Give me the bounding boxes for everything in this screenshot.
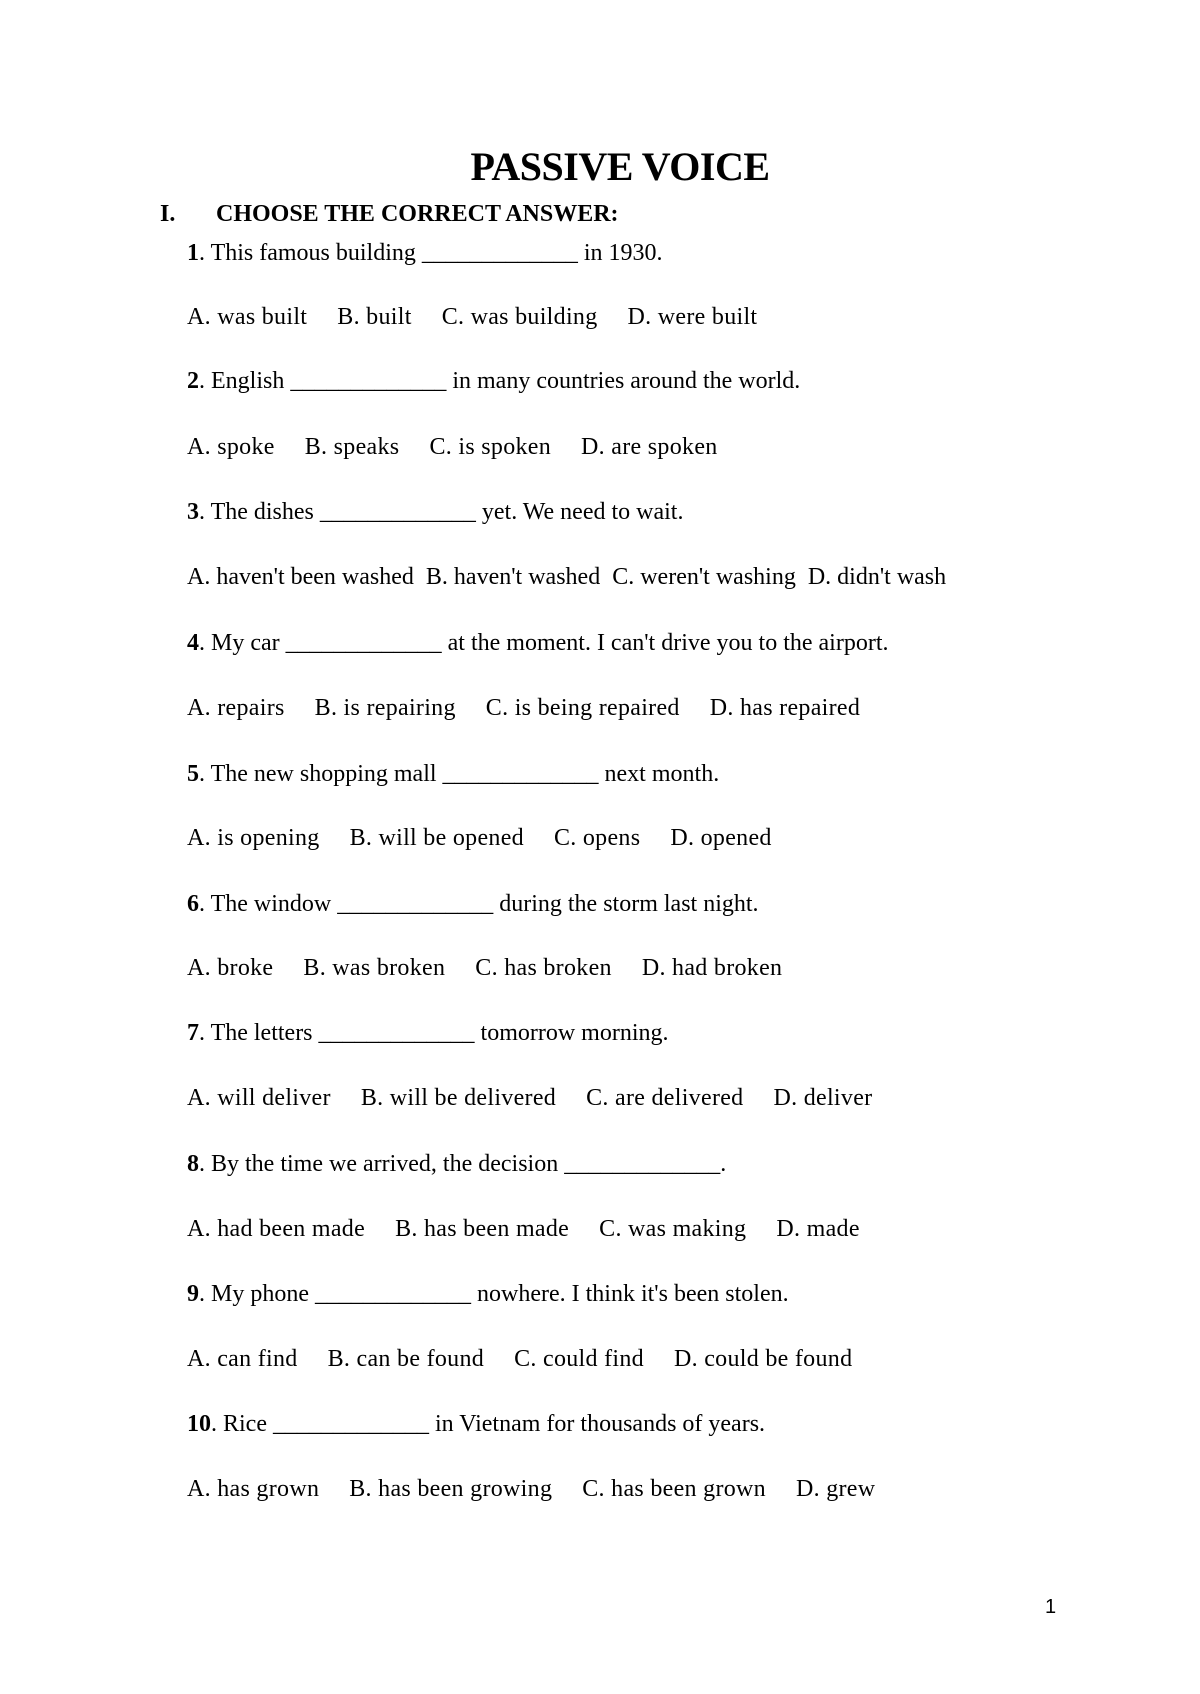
options-7 — [187, 1083, 872, 1113]
question-text: The new shopping mall — [205, 761, 443, 787]
option-c: C. has been grown — [582, 1476, 766, 1502]
option-d: D. has repaired — [709, 695, 861, 721]
question-text: yet. We need to wait. — [475, 499, 684, 525]
question-text: The dishes — [205, 499, 320, 525]
option-b: B. speaks — [304, 434, 400, 460]
section-title: CHOOSE THE CORRECT ANSWER: — [216, 201, 619, 227]
answer-blank: _____________ — [318, 1020, 475, 1046]
option-a: A. repairs — [187, 695, 285, 721]
options-2 — [187, 432, 718, 462]
option-d: D. opened — [670, 825, 772, 851]
option-b: B. built — [337, 304, 412, 330]
option-a: A. broke — [187, 955, 274, 981]
option-b: B. has been growing — [349, 1476, 553, 1502]
section-heading — [160, 199, 619, 229]
question-number: 6 — [187, 891, 199, 917]
question-number: 7 — [187, 1020, 199, 1046]
option-b: B. will be opened — [349, 825, 524, 851]
question-number: 8 — [187, 1151, 199, 1177]
question-text: nowhere. I think it's been stolen. — [471, 1281, 789, 1307]
option-c: C. weren't washing — [612, 564, 796, 590]
question-text: . — [720, 1151, 727, 1177]
option-d: D. didn't wash — [807, 564, 947, 590]
option-a: A. is opening — [187, 825, 320, 851]
options-1 — [187, 302, 757, 332]
question-number: 9 — [187, 1281, 199, 1307]
option-b: B. will be delivered — [360, 1085, 557, 1111]
option-d: D. deliver — [773, 1085, 873, 1111]
option-b: B. was broken — [303, 955, 446, 981]
option-a: A. will deliver — [187, 1085, 331, 1111]
question-text: at the moment. I can't drive you to the airport. — [441, 630, 889, 656]
answer-blank: _____________ — [337, 891, 494, 917]
option-c: C. opens — [553, 825, 641, 851]
option-d: D. had broken — [641, 955, 783, 981]
answer-blank: _____________ — [285, 630, 442, 656]
question-number: 3 — [187, 499, 199, 525]
question-number: 1 — [187, 240, 199, 266]
option-b: B. haven't washed — [425, 564, 601, 590]
option-a: A. has grown — [187, 1476, 320, 1502]
question-text: Rice — [217, 1411, 273, 1437]
question-1: 1. This famous building _____________ in 1930. — [187, 240, 663, 266]
question-number: 4 — [187, 630, 199, 656]
option-c: C. could find — [514, 1346, 644, 1372]
answer-blank: _____________ — [290, 368, 447, 394]
answer-blank: _____________ — [421, 240, 578, 266]
answer-blank: _____________ — [564, 1151, 721, 1177]
section-number: I. — [160, 201, 176, 227]
option-c: C. was making — [599, 1216, 747, 1242]
option-c: C. is being repaired — [485, 695, 680, 721]
options-4 — [187, 693, 860, 723]
option-c: C. was building — [441, 304, 598, 330]
question-text: in many countries around the world. — [446, 368, 801, 394]
option-d: D. were built — [627, 304, 758, 330]
question-text: English — [205, 368, 291, 394]
question-text: in Vietnam for thousands of years. — [428, 1411, 766, 1437]
question-text: My phone — [205, 1281, 315, 1307]
question-3: 3. The dishes _____________ yet. We need to wait. — [187, 499, 684, 525]
options-6 — [187, 953, 782, 983]
answer-blank: _____________ — [319, 499, 476, 525]
option-a: A. had been made — [187, 1216, 366, 1242]
question-text: tomorrow morning. — [474, 1020, 669, 1046]
options-9 — [187, 1344, 852, 1374]
answer-blank: _____________ — [272, 1411, 429, 1437]
question-7: 7. The letters _____________ tomorrow morning. — [187, 1020, 669, 1046]
question-5: 5. The new shopping mall _____________ next month. — [187, 761, 720, 787]
question-2: 2. English _____________ in many countries around the world. — [187, 368, 801, 394]
option-a: A. was built — [187, 304, 308, 330]
option-c: C. has broken — [475, 955, 612, 981]
option-a: A. haven't been washed — [187, 564, 414, 590]
question-10: 10. Rice _____________ in Vietnam for thousands of years. — [187, 1411, 766, 1437]
option-d: D. grew — [795, 1476, 876, 1502]
options-3 — [187, 562, 946, 592]
answer-blank: _____________ — [315, 1281, 471, 1307]
page-title: PASSIVE VOICE — [470, 144, 770, 189]
question-text: next month. — [598, 761, 720, 787]
option-a: A. spoke — [187, 434, 275, 460]
question-text: My car — [205, 630, 286, 656]
question-8: 8. By the time we arrived, the decision _____________. — [187, 1151, 727, 1177]
options-10 — [187, 1474, 875, 1504]
question-text: during the storm last night. — [493, 891, 759, 917]
question-number: 10 — [187, 1411, 211, 1437]
options-8 — [187, 1214, 860, 1244]
question-6: 6. The window _____________ during the storm last night. — [187, 891, 759, 917]
question-9: 9. My phone _____________ nowhere. I think it's been stolen. — [187, 1281, 789, 1307]
question-text: This famous building — [205, 240, 422, 266]
option-d: D. made — [776, 1216, 860, 1242]
option-d: D. could be found — [673, 1346, 853, 1372]
question-text: The letters — [205, 1020, 319, 1046]
option-a: A. can find — [187, 1346, 298, 1372]
answer-blank: _____________ — [442, 761, 599, 787]
question-number: 5 — [187, 761, 199, 787]
option-c: C. are delivered — [586, 1085, 744, 1111]
option-c: C. is spoken — [429, 434, 552, 460]
question-text: in 1930. — [577, 240, 663, 266]
option-b: B. is repairing — [314, 695, 456, 721]
question-number: 2 — [187, 368, 199, 394]
option-b: B. has been made — [395, 1216, 570, 1242]
options-5 — [187, 823, 772, 853]
question-text: By the time we arrived, the decision — [205, 1151, 565, 1177]
question-text: The window — [205, 891, 338, 917]
page-number: 1 — [1045, 1596, 1057, 1618]
option-d: D. are spoken — [581, 434, 718, 460]
question-4: 4. My car _____________ at the moment. I can't drive you to the airport. — [187, 630, 889, 656]
option-b: B. can be found — [327, 1346, 485, 1372]
